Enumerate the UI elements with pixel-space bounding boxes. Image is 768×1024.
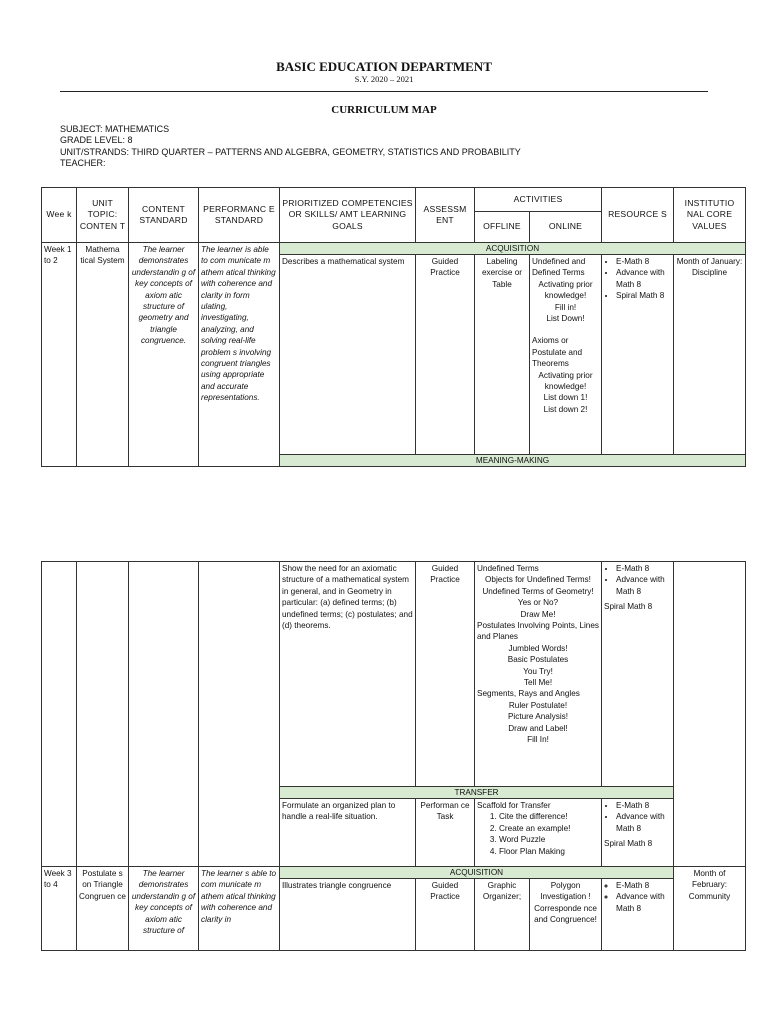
online-item: Fill in!: [554, 302, 577, 312]
curriculum-map-title: CURRICULUM MAP: [331, 104, 437, 116]
online-heading: Axioms or Postulate and Theorems: [532, 336, 583, 369]
curriculum-table-1: [41, 187, 746, 467]
week-cell: Week 3 to 4: [42, 867, 77, 951]
document-meta: [60, 124, 521, 169]
resource-item: • Advance with Math 8: [616, 267, 671, 290]
header-rule: [60, 91, 708, 92]
transfer-item: 1. Cite the difference!: [499, 811, 599, 822]
resource-item: Spiral Math 8: [604, 602, 653, 612]
offline-activity-cell: Labeling exercise or Table: [475, 255, 530, 455]
activity-item: Picture Analysis!: [507, 712, 569, 722]
col-header-assessment: ASSESSM ENT: [416, 188, 475, 243]
core-values-cell: Month of January: Discipline: [674, 255, 746, 455]
performance-standard-cell: The learner is able to com municate m athem atical thinking with coherence and clarity in form ulating, investigating, analyzing, and solving real-life problem s involving congruent triangles using appropriate and accurate representations.: [199, 243, 280, 467]
activity-heading: Undefined Terms: [477, 564, 539, 573]
online-item: List down 1!: [543, 393, 588, 403]
resource-item: • E-Math 8: [616, 800, 671, 811]
activity-item: Draw Me!: [520, 609, 556, 619]
col-header-resources: RESOURCE S: [602, 188, 674, 243]
resource-item: • E-Math 8: [616, 563, 671, 574]
col-header-week: Wee k: [42, 188, 77, 243]
competency-cell: Illustrates triangle congruence: [280, 879, 416, 951]
online-heading: Undefined and Defined Terms: [532, 257, 586, 278]
resource-item: ◦ Advance with Math 8: [616, 891, 671, 914]
col-header-activities: ACTIVITIES: [475, 188, 602, 212]
activity-heading: Segments, Rays and Angles: [477, 689, 580, 699]
col-header-prioritized-competencies: PRIORITIZED COMPETENCIES OR SKILLS/ AMT LEARNING GOALS: [280, 188, 416, 243]
resources-cell: [602, 879, 674, 951]
unit-topic-cell-empty: [77, 562, 129, 867]
resources-cell: [602, 255, 674, 455]
unit-line: UNIT/STRANDS: THIRD QUARTER – PATTERNS AND ALGEBRA, GEOMETRY, STATISTICS AND PROBABILITY: [60, 146, 521, 157]
resources-cell: [602, 562, 674, 787]
transfer-item: 2. Create an example!: [499, 823, 599, 834]
core-values-cell-empty: [674, 562, 746, 867]
activity-item: Ruler Postulate!: [508, 700, 568, 710]
competency-cell: Describes a mathematical system: [280, 255, 416, 455]
transfer-assessment-cell: Performan ce Task: [416, 799, 475, 867]
activity-item: Jumbled Words!: [508, 643, 568, 653]
school-year: S.Y. 2020 – 2021: [354, 74, 414, 84]
scaffold-heading: Scaffold for Transfer: [477, 801, 551, 810]
activity-item: Basic Postulates: [507, 655, 569, 665]
col-header-offline: OFFLINE: [475, 212, 530, 243]
transfer-activities-cell: [475, 799, 602, 867]
transfer-item: 3. Word Puzzle: [499, 834, 599, 845]
performance-standard-cell: The learner s able to com municate m athem atical thinking with coherence and clarity in: [199, 867, 280, 951]
performance-standard-cell-empty: [199, 562, 280, 867]
week-cell-empty: [42, 562, 77, 867]
resource-item: • E-Math 8: [616, 256, 671, 267]
activity-item: Undefined Terms of Geometry!: [482, 586, 594, 596]
grade-line: GRADE LEVEL: 8: [60, 135, 133, 146]
online-activity-cell: [530, 255, 602, 455]
col-header-content-standard: CONTENT STANDARD: [129, 188, 199, 243]
content-standard-cell-empty: [129, 562, 199, 867]
curriculum-table-2: [41, 561, 746, 951]
online-activity-cell: Polygon Investigation ! Corresponde nce and Congruence!: [530, 879, 602, 951]
resource-item: Spiral Math 8: [604, 839, 653, 849]
activity-heading: Postulates Involving Points, Lines and Planes: [477, 621, 599, 642]
core-values-cell: Month of February: Community: [674, 867, 746, 951]
transfer-item: 4. Floor Plan Making: [499, 846, 599, 857]
activities-cell: [475, 562, 602, 787]
assessment-cell: Guided Practice: [416, 255, 475, 455]
acquisition-band: ACQUISITION: [280, 867, 674, 879]
department-title: BASIC EDUCATION DEPARTMENT: [276, 59, 492, 74]
online-item: Activating prior knowledge!: [538, 279, 593, 301]
acquisition-band: ACQUISITION: [280, 243, 746, 255]
activity-item: You Try!: [523, 666, 553, 676]
activity-item: Tell Me!: [523, 678, 553, 688]
meaning-making-band: MEANING-MAKING: [280, 455, 746, 467]
resource-item: • Spiral Math 8: [616, 290, 671, 301]
transfer-competency-cell: Formulate an organized plan to handle a real-life situation.: [280, 799, 416, 867]
online-item: List down 2!: [543, 404, 588, 414]
resource-item: • Advance with Math 8: [616, 811, 671, 834]
online-item: List Down!: [546, 314, 585, 324]
activity-item: Fill In!: [527, 735, 549, 745]
content-standard-cell: The learner demonstrates understandin g of key concepts of axiom atic structure of: [129, 867, 199, 951]
transfer-band: TRANSFER: [280, 787, 674, 799]
resource-item: • Advance with Math 8: [616, 574, 671, 597]
subject-line: SUBJECT: MATHEMATICS: [60, 124, 170, 134]
teacher-line: TEACHER:: [60, 157, 106, 168]
col-header-online: ONLINE: [530, 212, 602, 243]
unit-topic-cell: Postulate s on Triangle Congruen ce: [77, 867, 129, 951]
activity-item: Yes or No?: [517, 598, 559, 608]
online-item: Activating prior knowledge!: [538, 370, 593, 392]
assessment-cell: Guided Practice: [416, 562, 475, 787]
activity-item: Objects for Undefined Terms!: [485, 575, 591, 585]
activity-item: Draw and Label!: [508, 723, 568, 733]
week-cell: Week 1 to 2: [42, 243, 77, 467]
resource-item: ◦ E-Math 8: [616, 880, 671, 891]
col-header-core-values: INSTITUTIO NAL CORE VALUES: [674, 188, 746, 243]
competency-cell: Show the need for an axiomatic structure of a mathematical system in general, and in Geometry in particular: (a) defined terms; (b) undefined terms; (c) postulates; and (d) theorems.: [280, 562, 416, 787]
offline-activity-cell: Graphic Organizer;: [475, 879, 530, 951]
col-header-unit-topic: UNIT TOPIC: CONTEN T: [77, 188, 129, 243]
unit-topic-cell: Mathema tical System: [77, 243, 129, 467]
assessment-cell: Guided Practice: [416, 879, 475, 951]
transfer-resources-cell: [602, 799, 674, 867]
col-header-performance-standard: PERFORMANC E STANDARD: [199, 188, 280, 243]
content-standard-cell: The learner demonstrates understandin g of key concepts of axiom atic structure of geometry and triangle congruence.: [129, 243, 199, 467]
